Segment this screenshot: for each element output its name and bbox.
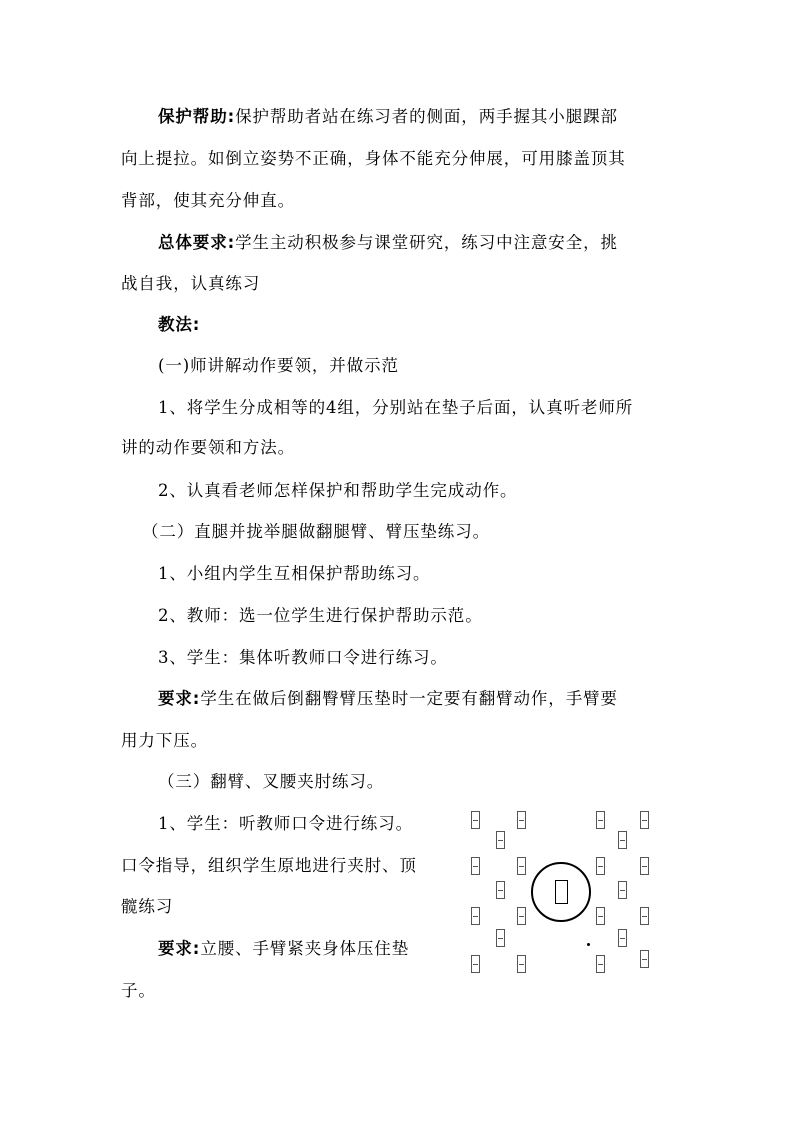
section1-title: (一)师讲解动作要领，并做示范	[158, 356, 399, 375]
section3-title: （三）翻臂、叉腰夹肘练习。	[158, 772, 385, 791]
section2-title: （二）直腿并拢举腿做翻腿臂、臂压垫练习。	[142, 522, 490, 541]
section1-item1-line2: 讲的动作要领和方法。	[121, 438, 295, 457]
teacher-circle	[531, 862, 591, 922]
student-marker-icon	[596, 907, 605, 925]
student-marker-icon	[471, 907, 480, 925]
student-marker-icon	[596, 857, 605, 875]
student-marker-icon	[618, 881, 627, 899]
student-marker-icon	[618, 929, 627, 947]
requirement1-label: 要求:	[158, 689, 201, 708]
protection-para-line1	[158, 106, 618, 128]
overall-para-line2: 战自我，认真练习	[121, 274, 261, 293]
student-marker-icon	[517, 811, 526, 829]
section3-item1: 1、学生：听教师口令进行练习。	[158, 814, 413, 833]
overall-text-1: 学生主动积极参与课堂研究，练习中注意安全，挑	[235, 233, 618, 252]
section3-line3: 髋练习	[121, 897, 174, 916]
section2-item3: 3、学生：集体听教师口令进行练习。	[158, 648, 448, 667]
student-marker-icon	[471, 811, 480, 829]
overall-para-line1	[158, 232, 618, 254]
section1-item1-line1: 1、将学生分成相等的4组，分别站在垫子后面，认真听老师所	[158, 398, 634, 417]
method-label: 教法:	[158, 315, 201, 334]
student-marker-icon	[596, 811, 605, 829]
student-marker-icon	[596, 955, 605, 973]
protection-label: 保护帮助:	[158, 107, 236, 126]
requirement2-line1	[158, 938, 409, 960]
student-marker-icon	[517, 955, 526, 973]
requirement2-label: 要求:	[158, 939, 201, 958]
student-marker-icon	[640, 857, 649, 875]
requirement1-line1	[158, 688, 618, 710]
student-marker-icon	[496, 881, 505, 899]
student-marker-icon	[640, 811, 649, 829]
section3-line2: 口令指导，组织学生原地进行夹肘、顶	[121, 856, 417, 875]
requirement1-text-1: 学生在做后倒翻臀臂压垫时一定要有翻臂动作，手臂要	[200, 689, 618, 708]
student-marker-icon	[496, 929, 505, 947]
student-marker-icon	[496, 831, 505, 849]
requirement1-line2: 用力下压。	[121, 731, 208, 750]
section2-item2: 2、教师：选一位学生进行保护帮助示范。	[158, 606, 483, 625]
requirement2-text-1: 立腰、手臂紧夹身体压住垫	[200, 939, 410, 958]
student-marker-icon	[640, 950, 649, 968]
diagram-dot	[587, 943, 590, 946]
student-marker-icon	[517, 907, 526, 925]
overall-label: 总体要求:	[158, 233, 236, 252]
student-marker-icon	[640, 907, 649, 925]
student-marker-icon	[618, 831, 627, 849]
requirement2-line2: 子。	[121, 981, 156, 1000]
protection-para-line2: 向上提拉。如倒立姿势不正确，身体不能充分伸展，可用膝盖顶其	[121, 149, 626, 168]
section2-item1: 1、小组内学生互相保护帮助练习。	[158, 564, 431, 583]
student-marker-icon	[517, 857, 526, 875]
section1-item2: 2、认真看老师怎样保护和帮助学生完成动作。	[158, 481, 518, 500]
student-marker-icon	[471, 857, 480, 875]
protection-text-1: 保护帮助者站在练习者的侧面，两手握其小腿踝部	[235, 107, 618, 126]
student-marker-icon	[471, 955, 480, 973]
teacher-marker-icon	[555, 880, 568, 904]
protection-para-line3: 背部，使其充分伸直。	[121, 191, 295, 210]
